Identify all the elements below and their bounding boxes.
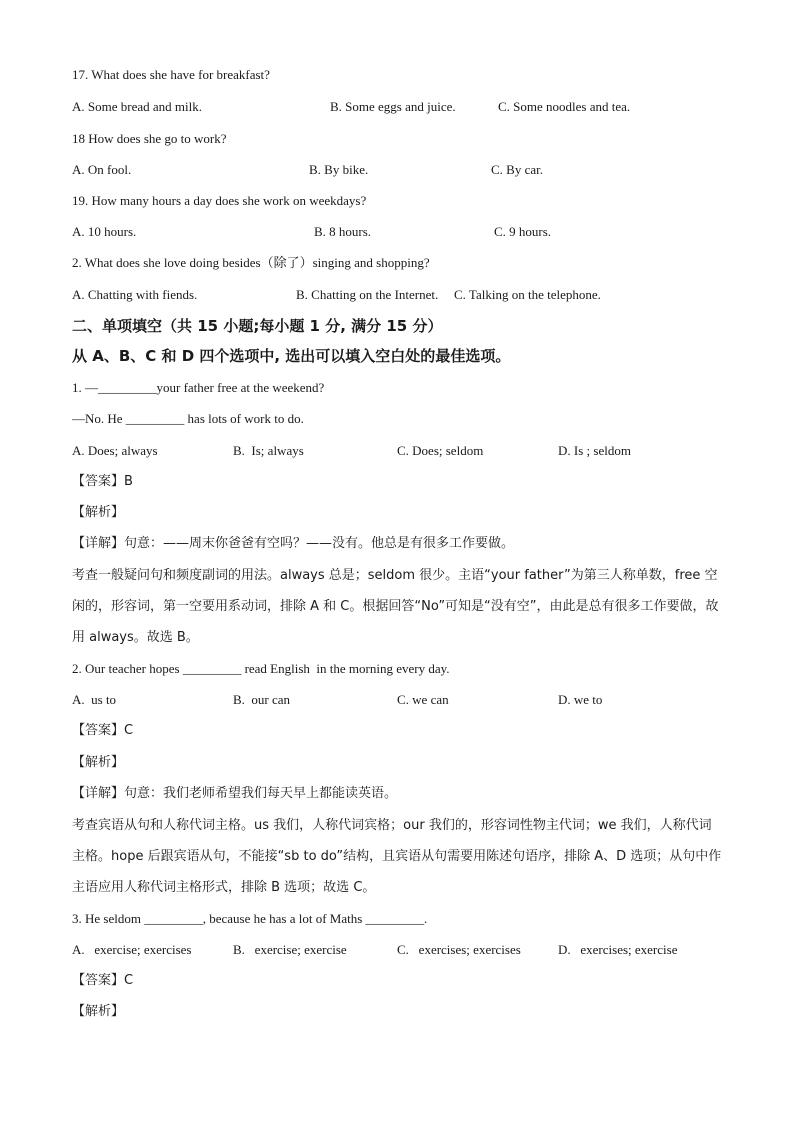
sc-2-detail: 【详解】句意：我们老师希望我们每天早上都能读英语。 (72, 786, 398, 801)
sc-2-options (72, 692, 752, 708)
question-18-options (72, 162, 752, 178)
sc-2-analysis-label: 【解析】 (72, 755, 125, 770)
option-b: B. 8 hours. (314, 224, 372, 239)
section-heading: 二、单项填空（共 15 小题;每小题 1 分, 满分 15 分） (72, 317, 443, 335)
question-19: 19. How many hours a day does she work on weekdays? (72, 193, 367, 208)
option-a: A. Does; always (72, 443, 158, 458)
question-17-options (72, 99, 752, 115)
sc-1-reply: —No. He _________ has lots of work to do. (72, 411, 304, 426)
sc-3-answer: 【答案】C (72, 973, 134, 988)
option-d: D. Is ; seldom (558, 443, 631, 458)
question-19-options (72, 224, 752, 240)
sc-3-question: 3. He seldom _________, because he has a lot of Maths _________. (72, 911, 428, 926)
sc-1-analysis-label: 【解析】 (72, 505, 125, 520)
sc-2-explanation: 考查宾语从句和人称代词主格。us 我们，人称代词宾格；our 我们的，形容词性物主代词；we 我们，人称代词主格。hope 后跟宾语从句，不能接“sb to do”结构，且宾语从句需要用陈述句语序，排除 A、D 选项；从句中作主语应用人称代词主格形式，排除 B 选项；故选 C。 (72, 818, 722, 895)
option-d: D. exercises; exercise (558, 942, 678, 957)
option-c: C. exercises; exercises (397, 942, 521, 957)
question-18: 18 How does she go to work? (72, 131, 227, 146)
option-c: C. Does; seldom (397, 443, 484, 458)
sc-1-options (72, 443, 752, 459)
option-c: C. 9 hours. (494, 224, 552, 239)
option-c: C. we can (397, 692, 449, 707)
section-instruction: 从 A、B、C 和 D 四个选项中, 选出可以填入空白处的最佳选项。 (72, 347, 511, 365)
option-b: B. Some eggs and juice. (330, 99, 456, 114)
option-a: A. On fool. (72, 162, 132, 177)
option-b: B. exercise; exercise (233, 942, 347, 957)
option-d: D. we to (558, 692, 603, 707)
sc-2-question: 2. Our teacher hopes _________ read English in the morning every day. (72, 661, 450, 676)
option-a: A. Chatting with fiends. (72, 287, 198, 302)
option-a: A. Some bread and milk. (72, 99, 202, 114)
option-a: A. 10 hours. (72, 224, 137, 239)
option-c: C. By car. (491, 162, 543, 177)
sc-3-analysis-label: 【解析】 (72, 1004, 125, 1019)
sc-3-options (72, 942, 752, 958)
sc-1-answer: 【答案】B (72, 474, 133, 489)
option-a: A. exercise; exercises (72, 942, 192, 957)
option-a: A. us to (72, 692, 117, 707)
option-b: B. our can (233, 692, 291, 707)
sc-1-detail: 【详解】句意：——周末你爸爸有空吗？——没有。他总是有很多工作要做。 (72, 536, 515, 551)
question-17: 17. What does she have for breakfast? (72, 67, 270, 82)
sc-1-question: 1. —_________your father free at the weekend? (72, 380, 325, 395)
question-20: 2. What does she love doing besides（除了）singing and shopping? (72, 255, 430, 270)
question-20-options (72, 287, 752, 303)
option-b: B. By bike. (309, 162, 369, 177)
sc-2-answer: 【答案】C (72, 723, 134, 738)
sc-1-explanation: 考查一般疑问句和频度副词的用法。always 总是；seldom 很少。主语“your father”为第三人称单数，free 空闲的，形容词，第一空要用系动词，排除 A 和 C。根据回答“No”可知是“没有空”，由此是总有很多工作要做，故用 always。故选 B。 (72, 568, 719, 645)
option-c: C. Talking on the telephone. (454, 287, 601, 302)
option-b: B. Is; always (233, 443, 304, 458)
option-b: B. Chatting on the Internet. (296, 287, 439, 302)
option-c: C. Some noodles and tea. (498, 99, 631, 114)
